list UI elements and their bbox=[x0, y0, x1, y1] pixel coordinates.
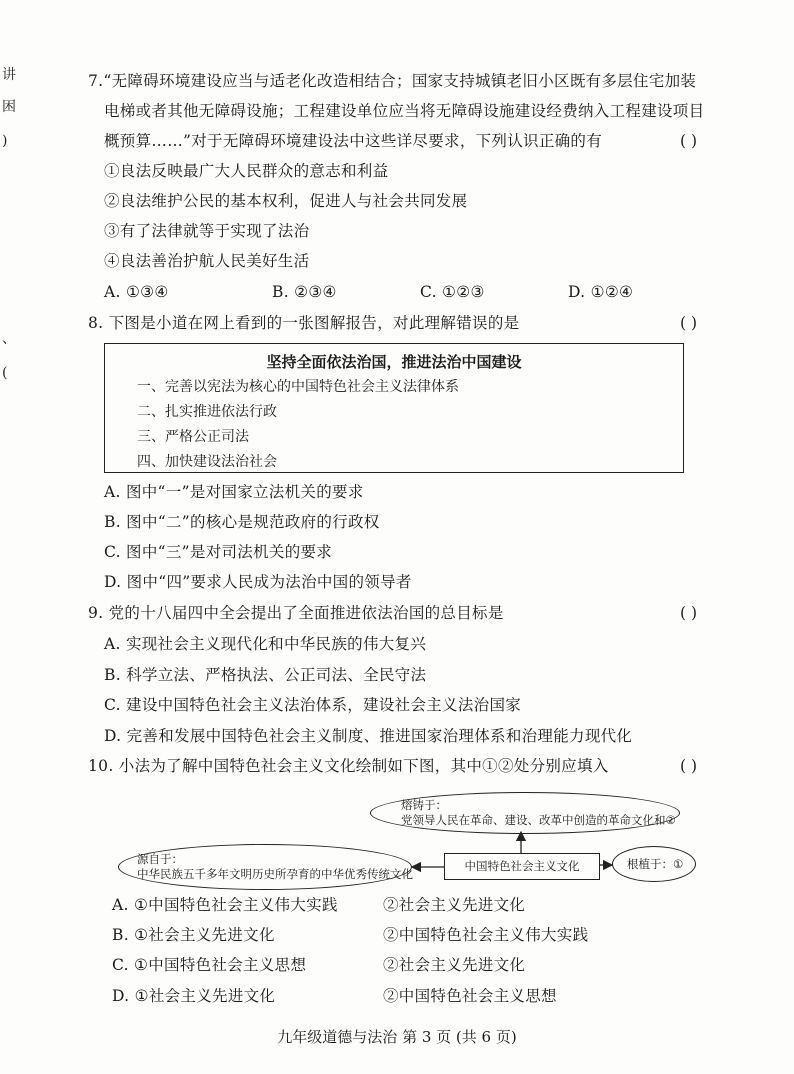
option-c-second: ②社会主义先进文化 bbox=[383, 956, 526, 974]
option-a-second: ②社会主义先进文化 bbox=[383, 896, 526, 914]
option-a[interactable]: A. ①③④ bbox=[104, 283, 169, 301]
margin-fragment: 、 bbox=[2, 331, 16, 347]
option-d[interactable]: D. ①②④ bbox=[568, 283, 634, 301]
option-d[interactable]: D. ①社会主义先进文化 bbox=[112, 987, 276, 1005]
option-d[interactable]: D. 完善和发展中国特色社会主义制度、推进国家治理体系和治理能力现代化 bbox=[104, 727, 633, 745]
answer-bracket: ( ) bbox=[680, 604, 698, 622]
question-stem-line: 电梯或者其他无障碍设施；工程建设单位应当将无障碍设施建设经费纳入工程建设项目 bbox=[104, 102, 705, 120]
diagram-center-box: 中国特色社会主义文化 bbox=[444, 853, 600, 880]
option-a[interactable]: A. 实现社会主义现代化和中华民族的伟大复兴 bbox=[104, 635, 427, 653]
question-stem: 8. 下图是小道在网上看到的一张图解报告，对此理解错误的是 bbox=[88, 314, 520, 332]
margin-fragment: ( bbox=[2, 365, 8, 381]
question-stem: 10. 小法为了解中国特色社会主义文化绘制如下图，其中①②处分别应填入 bbox=[88, 757, 609, 775]
question-stem-line: 概预算……”对于无障碍环境建设法中这些详尽要求，下列认识正确的有 bbox=[104, 132, 603, 150]
statement: ④良法善治护航人民美好生活 bbox=[104, 252, 310, 270]
answer-bracket: ( ) bbox=[680, 757, 698, 775]
report-item: 三、严格公正司法 bbox=[137, 429, 249, 445]
question-stem-line: 7.“无障碍环境建设应当与适老化改造相结合；国家支持城镇老旧小区既有多层住宅加装 bbox=[88, 72, 697, 90]
report-item: 二、扎实推进依法行政 bbox=[137, 404, 277, 420]
option-b[interactable]: B. ①社会主义先进文化 bbox=[112, 926, 275, 944]
option-a[interactable]: A. ①中国特色社会主义伟大实践 bbox=[112, 896, 338, 914]
option-b[interactable]: B. ②③④ bbox=[272, 283, 337, 301]
left-oval-text: 中华民族五千多年文明历史所孕育的中华优秀传统文化 bbox=[137, 867, 413, 881]
option-c[interactable]: C. ①中国特色社会主义思想 bbox=[112, 956, 307, 974]
answer-bracket: ( ) bbox=[680, 132, 698, 150]
statement: ②良法维护公民的基本权利，促进人与社会共同发展 bbox=[104, 192, 468, 210]
question-stem: 9. 党的十八届四中全会提出了全面推进依法治国的总目标是 bbox=[88, 604, 504, 622]
top-oval-label: 熔铸于： bbox=[401, 798, 447, 812]
margin-fragment: ) bbox=[2, 133, 8, 149]
top-oval-text: 党领导人民在革命、建设、改革中创造的革命文化和② bbox=[401, 813, 676, 827]
left-oval-label: 源自于： bbox=[137, 852, 183, 866]
option-d[interactable]: D. 图中“四”要求人民成为法治中国的领导者 bbox=[104, 573, 412, 591]
option-b-second: ②中国特色社会主义伟大实践 bbox=[383, 926, 589, 944]
answer-bracket: ( ) bbox=[680, 314, 698, 332]
report-title: 坚持全面依法治国，推进法治中国建设 bbox=[266, 353, 522, 371]
page-footer: 九年级道德与法治 第 3 页 (共 6 页) bbox=[277, 1028, 517, 1046]
option-b[interactable]: B. 科学立法、严格执法、公正司法、全民守法 bbox=[104, 666, 427, 684]
option-b[interactable]: B. 图中“二”的核心是规范政府的行政权 bbox=[104, 513, 380, 531]
option-c[interactable]: C. 建设中国特色社会主义法治体系，建设社会主义法治国家 bbox=[104, 696, 522, 714]
statement: ③有了法律就等于实现了法治 bbox=[104, 222, 310, 240]
diagram-left-oval bbox=[118, 844, 412, 890]
margin-fragment: 困 bbox=[2, 99, 16, 115]
diagram-right-oval bbox=[612, 846, 696, 882]
option-c[interactable]: C. ①②③ bbox=[420, 283, 485, 301]
diagram-top-oval bbox=[370, 792, 680, 834]
right-oval-text: 根植于：① bbox=[627, 857, 684, 871]
option-a[interactable]: A. 图中“一”是对国家立法机关的要求 bbox=[104, 483, 364, 501]
option-d-second: ②中国特色社会主义思想 bbox=[383, 987, 557, 1005]
margin-fragment: 讲 bbox=[2, 67, 16, 83]
report-item: 四、加快建设法治社会 bbox=[137, 454, 277, 470]
report-item: 一、完善以宪法为核心的中国特色社会主义法律体系 bbox=[137, 379, 459, 395]
option-c[interactable]: C. 图中“三”是对司法机关的要求 bbox=[104, 543, 333, 561]
statement: ①良法反映最广大人民群众的意志和利益 bbox=[104, 162, 389, 180]
